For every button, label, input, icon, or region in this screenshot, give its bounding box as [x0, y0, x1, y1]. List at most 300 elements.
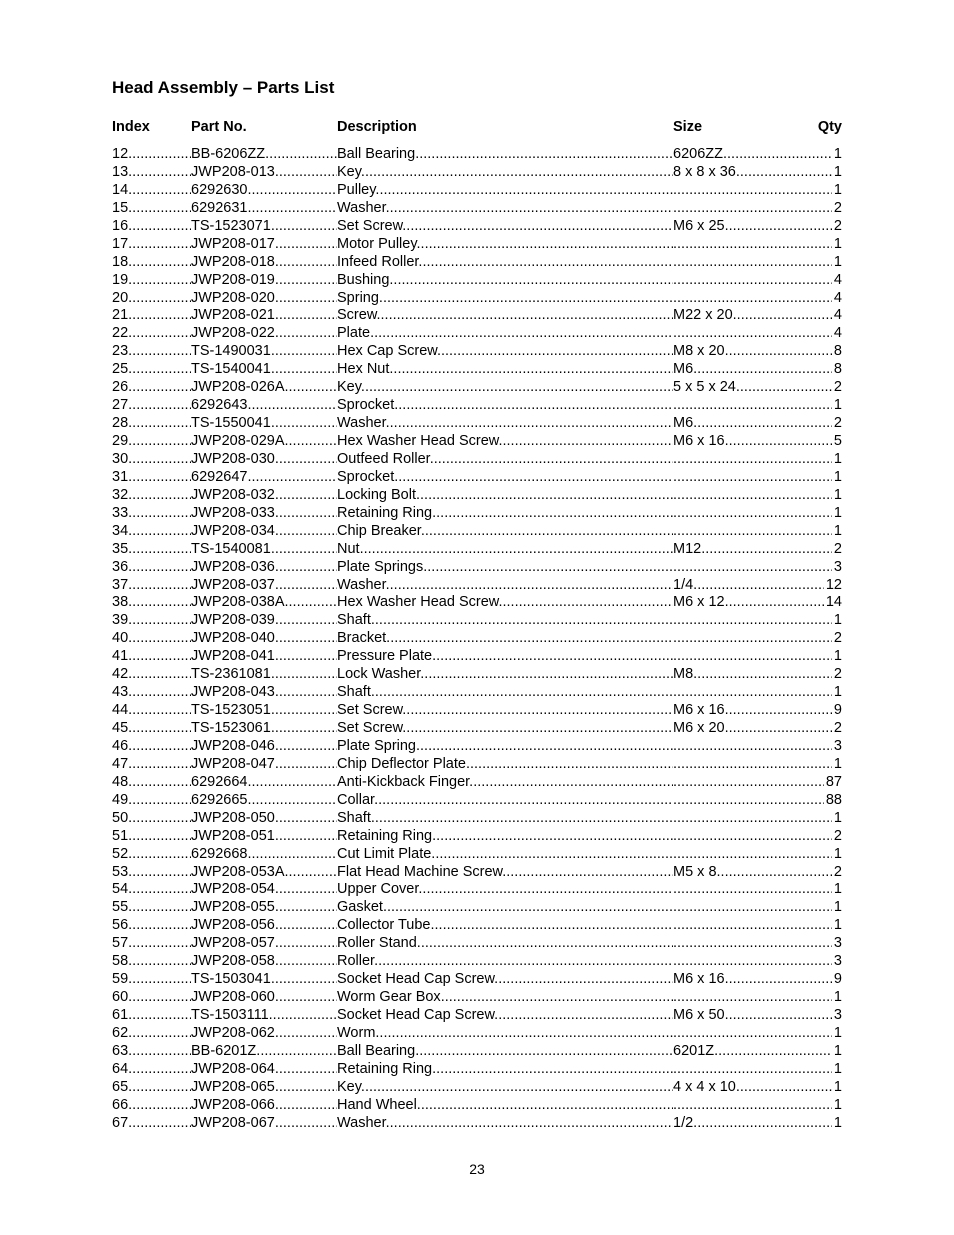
- cell-part-no: JWP208-064 .....: [191, 1061, 337, 1079]
- table-row: [112, 218, 842, 236]
- cell-part-no: JWP208-047 .....: [191, 756, 337, 774]
- cell-qty: 3: [833, 953, 842, 970]
- cell-description: Cut Limit Plate .....: [337, 846, 673, 864]
- cell-description: Socket Head Cap Screw .....: [337, 1007, 673, 1025]
- cell-qty: 1: [833, 881, 842, 898]
- cell-qty: 2: [833, 540, 842, 557]
- cell-description: Gasket .....: [337, 899, 673, 917]
- table-row: [112, 881, 842, 899]
- table-row: [112, 307, 842, 325]
- cell-description: Bracket .....: [337, 630, 673, 648]
- cell-index: 58 .....: [112, 953, 191, 971]
- cell-description: Set Screw .....: [337, 702, 673, 720]
- cell-qty: 1: [833, 1024, 842, 1041]
- cell-index: 19 .....: [112, 272, 191, 290]
- cell-size: M5 x 8 .....: [673, 864, 842, 882]
- cell-size: M6 x 25 .....: [673, 218, 842, 236]
- page-title: Head Assembly – Parts List: [112, 78, 335, 97]
- table-row: [112, 200, 842, 218]
- cell-qty: 1: [833, 1060, 842, 1077]
- cell-part-no: JWP208-051 .....: [191, 828, 337, 846]
- table-row: [112, 577, 842, 595]
- cell-description: Retaining Ring .....: [337, 505, 673, 523]
- cell-index: 52 .....: [112, 846, 191, 864]
- cell-index: 53 .....: [112, 864, 191, 882]
- cell-qty: 1: [833, 253, 842, 270]
- cell-description: Hex Cap Screw .....: [337, 343, 673, 361]
- cell-description: Chip Deflector Plate .....: [337, 756, 673, 774]
- cell-part-no: JWP208-036 .....: [191, 559, 337, 577]
- cell-description: Nut .....: [337, 541, 673, 559]
- cell-part-no: 6292668 .....: [191, 846, 337, 864]
- cell-size: [673, 630, 842, 648]
- cell-index: 39 .....: [112, 612, 191, 630]
- cell-index: 46 .....: [112, 738, 191, 756]
- cell-part-no: TS-1540081 .....: [191, 541, 337, 559]
- cell-index: 55 .....: [112, 899, 191, 917]
- cell-description: Upper Cover .....: [337, 881, 673, 899]
- table-row: [112, 1007, 842, 1025]
- table-row: [112, 397, 842, 415]
- cell-size: [673, 899, 842, 917]
- table-row: [112, 684, 842, 702]
- cell-size: M6 x 50 .....: [673, 1007, 842, 1025]
- cell-index: 29 .....: [112, 433, 191, 451]
- cell-part-no: TS-1503041 .....: [191, 971, 337, 989]
- cell-index: 48 .....: [112, 774, 191, 792]
- cell-qty: 1: [833, 845, 842, 862]
- cell-part-no: JWP208-037 .....: [191, 577, 337, 595]
- cell-description: Key .....: [337, 379, 673, 397]
- cell-size: [673, 810, 842, 828]
- parts-list: [112, 146, 842, 1133]
- table-row: [112, 648, 842, 666]
- table-row: [112, 810, 842, 828]
- cell-description: Sprocket .....: [337, 469, 673, 487]
- cell-size: 8 x 8 x 36 .....: [673, 164, 842, 182]
- table-row: [112, 935, 842, 953]
- cell-qty: 2: [833, 630, 842, 647]
- cell-description: Pressure Plate .....: [337, 648, 673, 666]
- cell-description: Bushing .....: [337, 272, 673, 290]
- cell-size: [673, 469, 842, 487]
- cell-qty: 1: [833, 1078, 842, 1095]
- cell-index: 57 .....: [112, 935, 191, 953]
- cell-size: [673, 989, 842, 1007]
- cell-description: Washer .....: [337, 1115, 673, 1133]
- table-row: [112, 487, 842, 505]
- cell-part-no: 6292643 .....: [191, 397, 337, 415]
- cell-size: [673, 738, 842, 756]
- cell-description: Shaft .....: [337, 810, 673, 828]
- cell-size: [673, 559, 842, 577]
- cell-index: 44 .....: [112, 702, 191, 720]
- cell-description: Plate Spring .....: [337, 738, 673, 756]
- cell-part-no: JWP208-062 .....: [191, 1025, 337, 1043]
- cell-size: [673, 505, 842, 523]
- cell-qty: 2: [833, 720, 842, 736]
- cell-description: Lock Washer .....: [337, 666, 673, 684]
- table-row: [112, 594, 842, 612]
- cell-size: M8 .....: [673, 666, 842, 684]
- cell-part-no: JWP208-041 .....: [191, 648, 337, 666]
- cell-description: Socket Head Cap Screw .....: [337, 971, 673, 989]
- cell-qty: 88: [825, 791, 842, 808]
- cell-description: Retaining Ring .....: [337, 828, 673, 846]
- table-row: [112, 415, 842, 433]
- cell-size: M6 x 16 .....: [673, 971, 842, 989]
- cell-qty: 1: [833, 612, 842, 629]
- cell-index: 22 .....: [112, 325, 191, 343]
- cell-size: 5 x 5 x 24 .....: [673, 379, 842, 397]
- cell-size: M6 x 20 .....: [673, 720, 842, 738]
- cell-description: Flat Head Machine Screw .....: [337, 864, 673, 882]
- cell-description: Key .....: [337, 164, 673, 182]
- cell-qty: 2: [833, 379, 842, 396]
- cell-description: Anti-Kickback Finger .....: [337, 774, 673, 792]
- table-row: [112, 343, 842, 361]
- table-row: [112, 361, 842, 379]
- cell-size: [673, 272, 842, 290]
- cell-size: [673, 182, 842, 200]
- cell-size: [673, 523, 842, 541]
- cell-index: 61 .....: [112, 1007, 191, 1025]
- cell-qty: 1: [833, 468, 842, 485]
- cell-description: Washer .....: [337, 577, 673, 595]
- table-row: [112, 1025, 842, 1043]
- cell-part-no: JWP208-058 .....: [191, 953, 337, 971]
- cell-index: 37 .....: [112, 577, 191, 595]
- cell-description: Collar .....: [337, 792, 673, 810]
- cell-description: Shaft .....: [337, 684, 673, 702]
- table-row: [112, 541, 842, 559]
- cell-size: 6206ZZ .....: [673, 146, 842, 164]
- cell-qty: 1: [833, 755, 842, 772]
- cell-index: 21 .....: [112, 307, 191, 325]
- cell-part-no: JWP208-053A .....: [191, 864, 337, 882]
- cell-index: 28 .....: [112, 415, 191, 433]
- cell-description: Retaining Ring .....: [337, 1061, 673, 1079]
- cell-description: Key .....: [337, 1079, 673, 1097]
- cell-index: 16 .....: [112, 218, 191, 236]
- cell-index: 54 .....: [112, 881, 191, 899]
- cell-description: Plate .....: [337, 325, 673, 343]
- cell-description: Outfeed Roller .....: [337, 451, 673, 469]
- table-row: [112, 1097, 842, 1115]
- table-row: [112, 146, 842, 164]
- cell-part-no: JWP208-029A .....: [191, 433, 337, 451]
- cell-part-no: JWP208-038A .....: [191, 594, 337, 612]
- cell-qty: 1: [833, 1042, 842, 1059]
- cell-index: 18 .....: [112, 254, 191, 272]
- cell-part-no: JWP208-030 .....: [191, 451, 337, 469]
- cell-part-no: TS-1523061 .....: [191, 720, 337, 738]
- cell-part-no: JWP208-055 .....: [191, 899, 337, 917]
- table-row: [112, 559, 842, 577]
- cell-description: Screw .....: [337, 307, 673, 325]
- table-row: [112, 612, 842, 630]
- cell-index: 33 .....: [112, 505, 191, 523]
- cell-index: 45 .....: [112, 720, 191, 738]
- cell-qty: 1: [833, 648, 842, 665]
- cell-qty: 4: [833, 289, 842, 306]
- cell-index: 56 .....: [112, 917, 191, 935]
- cell-description: Ball Bearing .....: [337, 1043, 673, 1061]
- cell-part-no: BB-6206ZZ .....: [191, 146, 337, 164]
- cell-part-no: TS-1523051 .....: [191, 702, 337, 720]
- table-row: [112, 1115, 842, 1133]
- cell-part-no: JWP208-054 .....: [191, 881, 337, 899]
- cell-qty: 9: [833, 971, 842, 988]
- cell-index: 20 .....: [112, 290, 191, 308]
- cell-index: 34 .....: [112, 523, 191, 541]
- cell-size: [673, 774, 842, 792]
- cell-part-no: JWP208-013 .....: [191, 164, 337, 182]
- table-row: [112, 164, 842, 182]
- cell-size: [673, 290, 842, 308]
- cell-part-no: TS-1503111 .....: [191, 1007, 337, 1025]
- cell-part-no: TS-1540041 .....: [191, 361, 337, 379]
- cell-size: [673, 1061, 842, 1079]
- cell-size: 1/2 .....: [673, 1115, 842, 1133]
- cell-part-no: JWP208-032 .....: [191, 487, 337, 505]
- cell-qty: 3: [833, 935, 842, 952]
- cell-part-no: JWP208-066 .....: [191, 1097, 337, 1115]
- cell-index: 49 .....: [112, 792, 191, 810]
- table-row: [112, 505, 842, 523]
- cell-description: Shaft .....: [337, 612, 673, 630]
- cell-index: 13 .....: [112, 164, 191, 182]
- cell-qty: 8: [833, 361, 842, 378]
- cell-qty: 1: [833, 181, 842, 198]
- cell-size: [673, 648, 842, 666]
- cell-index: 62 .....: [112, 1025, 191, 1043]
- header-qty: Qty: [817, 119, 842, 135]
- table-row: [112, 469, 842, 487]
- cell-description: Ball Bearing .....: [337, 146, 673, 164]
- cell-qty: 1: [833, 450, 842, 467]
- table-row: [112, 738, 842, 756]
- cell-part-no: JWP208-019 .....: [191, 272, 337, 290]
- cell-qty: 87: [825, 773, 842, 790]
- header-size: Size: [673, 119, 703, 135]
- cell-index: 27 .....: [112, 397, 191, 415]
- table-row: [112, 1079, 842, 1097]
- cell-description: Pulley .....: [337, 182, 673, 200]
- cell-size: [673, 397, 842, 415]
- table-row: [112, 756, 842, 774]
- table-row: [112, 379, 842, 397]
- table-row: [112, 917, 842, 935]
- cell-qty: 2: [833, 217, 842, 234]
- table-row: [112, 1043, 842, 1061]
- cell-qty: 2: [833, 666, 842, 683]
- cell-part-no: JWP208-017 .....: [191, 236, 337, 254]
- cell-qty: 2: [833, 863, 842, 880]
- cell-qty: 1: [833, 989, 842, 1006]
- table-row: [112, 254, 842, 272]
- table-row: [112, 182, 842, 200]
- cell-part-no: 6292665 .....: [191, 792, 337, 810]
- cell-size: M6 x 16 .....: [673, 433, 842, 451]
- table-row: [112, 666, 842, 684]
- cell-index: 66 .....: [112, 1097, 191, 1115]
- cell-qty: 9: [833, 702, 842, 719]
- cell-size: [673, 684, 842, 702]
- cell-qty: 1: [833, 809, 842, 826]
- cell-description: Hex Washer Head Screw .....: [337, 433, 673, 451]
- table-row: [112, 272, 842, 290]
- table-row: [112, 325, 842, 343]
- cell-description: Washer .....: [337, 200, 673, 218]
- cell-size: [673, 953, 842, 971]
- cell-index: 42 .....: [112, 666, 191, 684]
- cell-index: 59 .....: [112, 971, 191, 989]
- cell-size: M6 .....: [673, 361, 842, 379]
- table-row: [112, 953, 842, 971]
- cell-size: M22 x 20 .....: [673, 307, 842, 325]
- table-row: [112, 451, 842, 469]
- cell-index: 31 .....: [112, 469, 191, 487]
- cell-size: [673, 325, 842, 343]
- cell-qty: 1: [833, 1096, 842, 1113]
- cell-size: [673, 756, 842, 774]
- cell-size: [673, 254, 842, 272]
- cell-description: Worm .....: [337, 1025, 673, 1043]
- cell-index: 23 .....: [112, 343, 191, 361]
- cell-part-no: JWP208-033 .....: [191, 505, 337, 523]
- cell-part-no: TS-1523071 .....: [191, 218, 337, 236]
- cell-size: [673, 1025, 842, 1043]
- page-number: 23: [469, 1161, 485, 1177]
- cell-size: M12 .....: [673, 541, 842, 559]
- cell-qty: 1: [833, 917, 842, 934]
- table-row: [112, 792, 842, 810]
- header-index: Index: [112, 119, 150, 135]
- cell-qty: 1: [833, 235, 842, 252]
- cell-size: 4 x 4 x 10 .....: [673, 1079, 842, 1097]
- cell-size: [673, 828, 842, 846]
- cell-size: M6 .....: [673, 415, 842, 433]
- cell-size: [673, 792, 842, 810]
- table-row: [112, 971, 842, 989]
- cell-index: 32 .....: [112, 487, 191, 505]
- cell-part-no: JWP208-040 .....: [191, 630, 337, 648]
- cell-description: Set Screw .....: [337, 218, 673, 236]
- cell-index: 36 .....: [112, 559, 191, 577]
- cell-size: [673, 1097, 842, 1115]
- table-row: [112, 236, 842, 254]
- cell-size: M6 x 16 .....: [673, 702, 842, 720]
- cell-qty: 3: [833, 737, 842, 754]
- cell-qty: 3: [833, 1007, 842, 1023]
- cell-index: 47 .....: [112, 756, 191, 774]
- cell-part-no: TS-2361081 .....: [191, 666, 337, 684]
- cell-description: Hand Wheel .....: [337, 1097, 673, 1115]
- cell-index: 17 .....: [112, 236, 191, 254]
- cell-part-no: JWP208-057 .....: [191, 935, 337, 953]
- cell-index: 43 .....: [112, 684, 191, 702]
- cell-part-no: TS-1550041 .....: [191, 415, 337, 433]
- cell-part-no: JWP208-065 .....: [191, 1079, 337, 1097]
- cell-part-no: 6292647 .....: [191, 469, 337, 487]
- cell-index: 63 .....: [112, 1043, 191, 1061]
- cell-qty: 3: [833, 558, 842, 575]
- cell-description: Chip Breaker .....: [337, 523, 673, 541]
- cell-index: 26 .....: [112, 379, 191, 397]
- cell-index: 12 .....: [112, 146, 191, 164]
- table-row: [112, 290, 842, 308]
- cell-index: 67 .....: [112, 1115, 191, 1133]
- cell-qty: 4: [833, 325, 842, 342]
- table-row: [112, 828, 842, 846]
- cell-size: [673, 917, 842, 935]
- cell-part-no: TS-1490031 .....: [191, 343, 337, 361]
- cell-index: 41 .....: [112, 648, 191, 666]
- cell-qty: 5: [833, 433, 842, 449]
- cell-index: 30 .....: [112, 451, 191, 469]
- table-row: [112, 846, 842, 864]
- cell-qty: 1: [833, 486, 842, 503]
- table-row: [112, 433, 842, 451]
- cell-part-no: 6292631 .....: [191, 200, 337, 218]
- cell-size: [673, 236, 842, 254]
- cell-qty: 12: [825, 576, 842, 593]
- cell-part-no: JWP208-021 .....: [191, 307, 337, 325]
- cell-part-no: JWP208-060 .....: [191, 989, 337, 1007]
- cell-size: M8 x 20 .....: [673, 343, 842, 361]
- cell-size: M6 x 12 .....: [673, 594, 842, 612]
- cell-part-no: JWP208-018 .....: [191, 254, 337, 272]
- cell-size: [673, 612, 842, 630]
- cell-description: Motor Pulley .....: [337, 236, 673, 254]
- cell-description: Plate Springs .....: [337, 559, 673, 577]
- cell-part-no: JWP208-050 .....: [191, 810, 337, 828]
- cell-description: Locking Bolt .....: [337, 487, 673, 505]
- table-row: [112, 1061, 842, 1079]
- cell-description: Set Screw .....: [337, 720, 673, 738]
- cell-index: 64 .....: [112, 1061, 191, 1079]
- cell-index: 14 .....: [112, 182, 191, 200]
- cell-size: [673, 487, 842, 505]
- cell-part-no: JWP208-046 .....: [191, 738, 337, 756]
- table-row: [112, 864, 842, 882]
- header-description: Description: [337, 119, 417, 135]
- cell-description: Infeed Roller .....: [337, 254, 673, 272]
- cell-size: [673, 935, 842, 953]
- cell-size: [673, 200, 842, 218]
- cell-part-no: JWP208-020 .....: [191, 290, 337, 308]
- table-row: [112, 523, 842, 541]
- cell-part-no: JWP208-034 .....: [191, 523, 337, 541]
- header-part-no: Part No.: [191, 119, 247, 135]
- cell-qty: 2: [833, 199, 842, 216]
- cell-qty: 4: [833, 271, 842, 288]
- cell-description: Hex Nut .....: [337, 361, 673, 379]
- cell-part-no: BB-6201Z .....: [191, 1043, 337, 1061]
- table-row: [112, 899, 842, 917]
- cell-part-no: JWP208-026A .....: [191, 379, 337, 397]
- cell-description: Roller .....: [337, 953, 673, 971]
- table-row: [112, 989, 842, 1007]
- cell-part-no: JWP208-039 .....: [191, 612, 337, 630]
- cell-index: 65 .....: [112, 1079, 191, 1097]
- cell-qty: 1: [833, 163, 842, 180]
- cell-index: 51 .....: [112, 828, 191, 846]
- cell-description: Collector Tube .....: [337, 917, 673, 935]
- cell-index: 40 .....: [112, 630, 191, 648]
- cell-size: 1/4 .....: [673, 577, 842, 595]
